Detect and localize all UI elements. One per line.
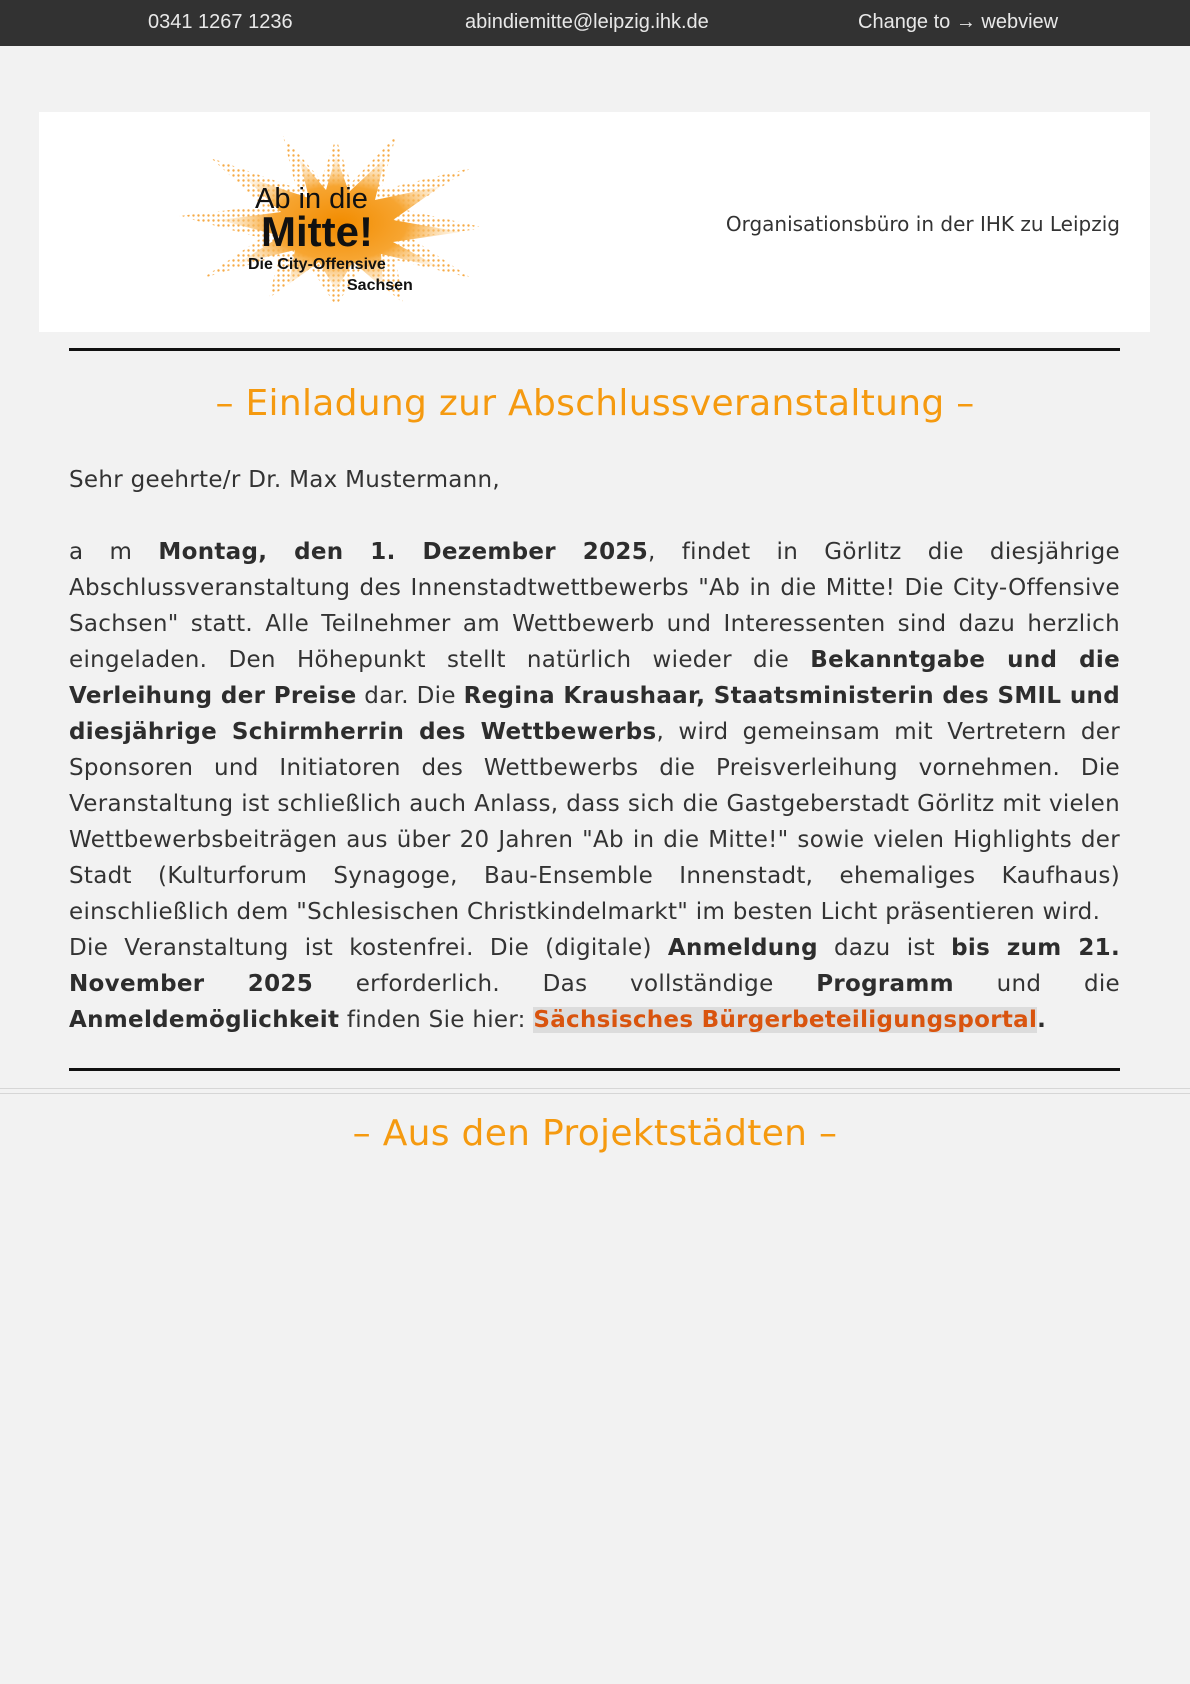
text-segment: Die Veranstaltung ist kostenfrei. Die (digitale) [69, 935, 668, 961]
text-am: a m [69, 539, 159, 565]
deadline-highlight: bis zum 21. November 2025 [69, 935, 1120, 997]
invitation-body [69, 462, 1120, 1038]
participation-portal-link[interactable]: Sächsisches Bürgerbeteiligungsportal [533, 1007, 1038, 1033]
logo-line2: Mitte! [261, 208, 373, 255]
section-title-project-cities: – Aus den Projektstädten – [352, 1113, 838, 1154]
patron-highlight: Regina Kraushaar, Staatsministerin des SMIL und diesjährige Schirmherrin des Wettbewerbs [69, 683, 1120, 745]
divider [69, 348, 1120, 351]
text-segment: finden Sie hier: [339, 1007, 534, 1033]
text-segment: , findet in Görlitz die diesjährige Abschlussveranstaltung des Innenstadtwettbewerbs "Ab in die Mitte! Die City-Offensive Sachsen" statt. Alle Teilnehmer am Wettbewerb und Interessenten sind dazu herzlich eingeladen. Den Höhepunkt stellt natürlich wieder die [69, 539, 1121, 673]
event-date: Montag, den 1. Dezember 2025 [158, 539, 649, 565]
webview-link[interactable]: Change to → webview [858, 11, 1059, 33]
section-title-invitation: – Einladung zur Abschlussveranstaltung – [215, 383, 975, 424]
text-segment: erforderlich. Das vollständige [313, 971, 817, 997]
text-segment: und die [953, 971, 1120, 997]
registration-paragraph [69, 930, 1120, 1038]
text-segment: , wird gemeinsam mit Vertretern der Sponsoren und Initiatoren des Wettbewerbs die Preisverleihung vornehmen. Die Veranstaltung ist schließlich auch Anlass, dass sich die Gastgeberstadt Görlitz mit vielen Wettbewerbsbeiträgen aus über 20 Jahren "Ab in die Mitte!" sowie vielen Highlights der Stadt (Kulturforum Synagoge, Bau-Ensemble Innenstadt, ehemaliges Kaufhaus) einschließlich dem "Schlesischen Christkindelmarkt" im besten Licht präsentieren wird. [69, 719, 1120, 925]
logo-line1: Ab in die [255, 183, 368, 215]
programme-highlight: Programm [816, 971, 954, 997]
registration-option-highlight: Anmeldemöglichkeit [69, 1007, 340, 1033]
top-contact-bar [0, 0, 1190, 46]
email-link[interactable]: abindiemitte@leipzig.ihk.de [465, 11, 709, 33]
registration-highlight: Anmeldung [667, 935, 818, 961]
divider [69, 1068, 1120, 1071]
newsletter-header [39, 112, 1150, 332]
period: . [1037, 1007, 1047, 1033]
greeting: Sehr geehrte/r Dr. Max Mustermann, [69, 467, 501, 493]
invitation-paragraph [69, 534, 1120, 930]
logo-line4: Sachsen [347, 277, 413, 294]
text-segment: dazu ist [817, 935, 952, 961]
section-separator [0, 1088, 1190, 1094]
ab-in-die-mitte-logo [171, 128, 501, 308]
logo-line3: Die City-Offensive [248, 256, 386, 273]
phone-number[interactable]: 0341 1267 1236 [148, 11, 293, 33]
organisation-label: Organisationsbüro in der IHK zu Leipzig [725, 212, 1120, 236]
text-segment: dar. Die [356, 683, 464, 709]
award-highlight: Bekanntgabe und die Verleihung der Preise [69, 647, 1120, 709]
